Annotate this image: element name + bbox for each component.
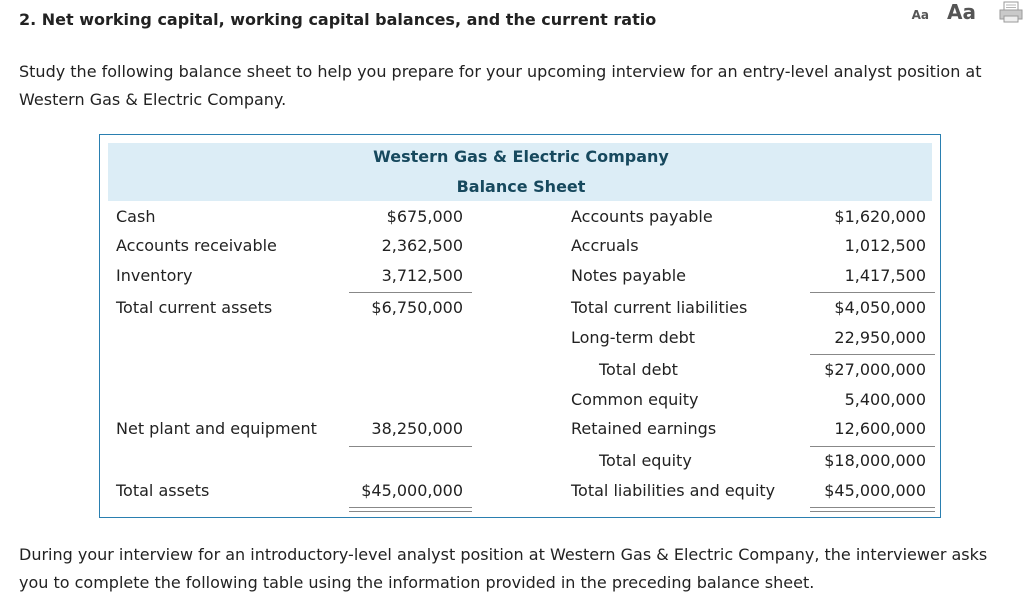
total-liabilities-equity-value: $45,000,000	[824, 481, 926, 500]
retained-earnings-value: 12,600,000	[834, 419, 926, 438]
total-liabilities-equity-label: Total liabilities and equity	[571, 481, 776, 500]
decrease-font-button[interactable]: Aa	[911, 8, 929, 22]
long-term-debt-value: 22,950,000	[834, 328, 926, 347]
accounts-receivable-label: Accounts receivable	[116, 236, 277, 255]
total-equity-value: $18,000,000	[824, 451, 926, 470]
equity-rule	[810, 446, 935, 447]
total-equity-label: Total equity	[599, 451, 692, 470]
retained-earnings-label: Retained earnings	[571, 419, 717, 438]
notes-payable-value: 1,417,500	[844, 266, 926, 285]
sheet-title: Balance Sheet	[456, 177, 586, 196]
total-assets-double-rule	[349, 507, 472, 512]
accruals-value: 1,012,500	[844, 236, 926, 255]
net-plant-value: 38,250,000	[371, 419, 463, 438]
cash-label: Cash	[116, 207, 156, 226]
company-name: Western Gas & Electric Company	[373, 147, 669, 166]
total-current-assets-value: $6,750,000	[371, 298, 463, 317]
total-assets-label: Total assets	[116, 481, 210, 500]
common-equity-value: 5,400,000	[844, 390, 926, 409]
intro-paragraph: Study the following balance sheet to help you prepare for your upcoming interview for an entry-level analyst position at Western Gas & Electric Company.	[19, 62, 982, 109]
notes-payable-label: Notes payable	[571, 266, 686, 285]
inventory-label: Inventory	[116, 266, 193, 285]
total-current-assets-label: Total current assets	[116, 298, 273, 317]
current-liabilities-rule	[810, 292, 935, 293]
accounts-receivable-value: 2,362,500	[381, 236, 463, 255]
total-current-liabilities-label: Total current liabilities	[571, 298, 748, 317]
total-liabilities-double-rule	[810, 507, 935, 512]
increase-font-button[interactable]: Aa	[947, 0, 976, 24]
long-term-debt-label: Long-term debt	[571, 328, 696, 347]
accruals-label: Accruals	[571, 236, 639, 255]
net-plant-rule	[349, 446, 472, 447]
inventory-value: 3,712,500	[381, 266, 463, 285]
balance-sheet-table	[99, 134, 941, 518]
print-icon[interactable]	[998, 0, 1024, 24]
total-assets-value: $45,000,000	[361, 481, 463, 500]
current-assets-rule	[349, 292, 472, 293]
cash-value: $675,000	[386, 207, 463, 226]
total-current-liabilities-value: $4,050,000	[834, 298, 926, 317]
accounts-payable-value: $1,620,000	[834, 207, 926, 226]
debt-rule	[810, 354, 935, 355]
outro-paragraph: During your interview for an introductory-level analyst position at Western Gas & Electric Company, the interviewer asks you to complete the following table using the information provided in the preceding balance sheet.	[19, 545, 988, 592]
total-debt-label: Total debt	[599, 360, 678, 379]
net-plant-label: Net plant and equipment	[116, 419, 317, 438]
accounts-payable-label: Accounts payable	[571, 207, 713, 226]
common-equity-label: Common equity	[571, 390, 699, 409]
question-title: 2. Net working capital, working capital balances, and the current ratio	[19, 10, 657, 29]
total-debt-value: $27,000,000	[824, 360, 926, 379]
